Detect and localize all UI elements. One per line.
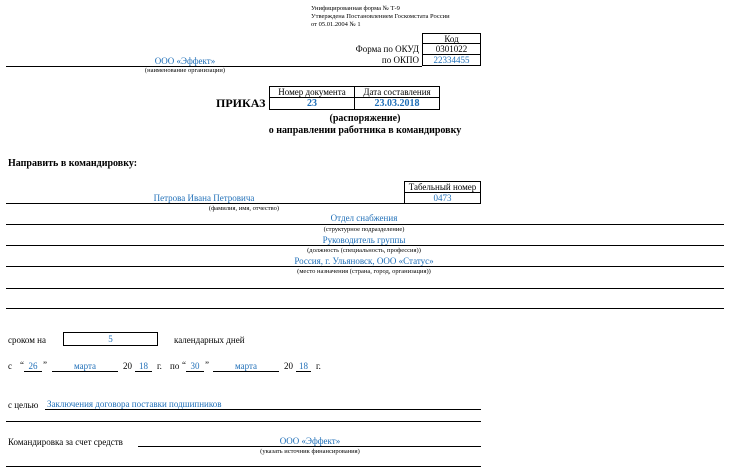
to-prefix: по — [170, 361, 180, 371]
date-header: Дата составления — [354, 86, 440, 98]
funding-line — [138, 446, 481, 447]
to-quote-open: “ — [182, 360, 186, 370]
doc-number-header: Номер документа — [269, 86, 355, 98]
okud-value: 0301022 — [422, 43, 481, 55]
send-label: Направить в командировку: — [8, 158, 138, 169]
organization-name: ООО «Эффект» — [154, 56, 216, 66]
okud-label: Форма по ОКУД — [355, 44, 419, 54]
to-quote-close: ” — [205, 360, 209, 370]
department-line — [6, 224, 724, 225]
destination-caption: (место назначения (страна, город, организация)) — [297, 268, 431, 275]
order-subtitle-2: о направлении работника в командировку — [268, 125, 462, 136]
form-line-1: Унифицированная форма № Т-9 — [311, 5, 400, 12]
form-line-2: Утверждена Постановлением Госкомстата России — [311, 13, 450, 20]
funding-label: Командировка за счет средств — [8, 437, 123, 447]
to-year: 18 — [296, 361, 311, 372]
order-title: ПРИКАЗ — [216, 96, 266, 110]
destination: Россия, г. Ульяновск, ООО «Статус» — [294, 256, 434, 266]
department-caption: (структурное подразделение) — [323, 226, 405, 233]
to-day: 30 — [186, 361, 204, 372]
funding-line-2 — [6, 466, 481, 467]
order-date: 23.03.2018 — [354, 97, 440, 110]
tab-number-header: Табельный номер — [404, 181, 481, 193]
doc-number: 23 — [269, 97, 355, 110]
purpose-label: с целью — [8, 400, 39, 410]
department: Отдел снабжения — [330, 213, 398, 223]
purpose-value: Заключения договора поставки подшипников — [47, 399, 222, 409]
employee-caption: (фамилия, имя, отчество) — [208, 205, 280, 212]
codes-column-header: Код — [422, 33, 481, 44]
employee-line — [6, 203, 404, 204]
order-subtitle-1: (распоряжение) — [329, 113, 401, 124]
from-quote-close: ” — [43, 360, 47, 370]
term-unit: календарных дней — [174, 335, 245, 345]
from-day: 26 — [24, 361, 42, 372]
purpose-line — [45, 409, 481, 410]
position-line — [6, 245, 724, 246]
from-month: марта — [52, 361, 118, 372]
to-year-suffix: г. — [316, 361, 321, 371]
from-year-prefix: 20 — [123, 361, 132, 371]
position-caption: (должность (специальность, профессия)) — [307, 247, 421, 254]
okpo-label: по ОКПО — [381, 55, 419, 65]
purpose-line-2 — [6, 421, 481, 422]
okpo-value: 22334455 — [422, 54, 481, 66]
blank-line-1 — [6, 288, 724, 289]
blank-line-2 — [6, 308, 724, 309]
organization-caption: (наименование организации) — [144, 67, 226, 74]
funding-caption: (указать источник финансирования) — [260, 448, 360, 455]
term-days: 5 — [63, 332, 158, 346]
employee-name: Петрова Ивана Петровича — [153, 193, 255, 203]
from-year-suffix: г. — [157, 361, 162, 371]
from-quote-open: “ — [20, 360, 24, 370]
term-label: сроком на — [8, 335, 46, 345]
destination-line — [6, 266, 724, 267]
to-year-prefix: 20 — [284, 361, 293, 371]
tab-number-value: 0473 — [404, 192, 481, 204]
form-header — [311, 5, 511, 29]
from-prefix: с — [8, 361, 12, 371]
form-line-3: от 05.01.2004 № 1 — [311, 21, 361, 28]
funding-value: ООО «Эффект» — [279, 436, 341, 446]
position: Руководитель группы — [322, 235, 406, 245]
to-month: марта — [213, 361, 279, 372]
from-year: 18 — [135, 361, 152, 372]
